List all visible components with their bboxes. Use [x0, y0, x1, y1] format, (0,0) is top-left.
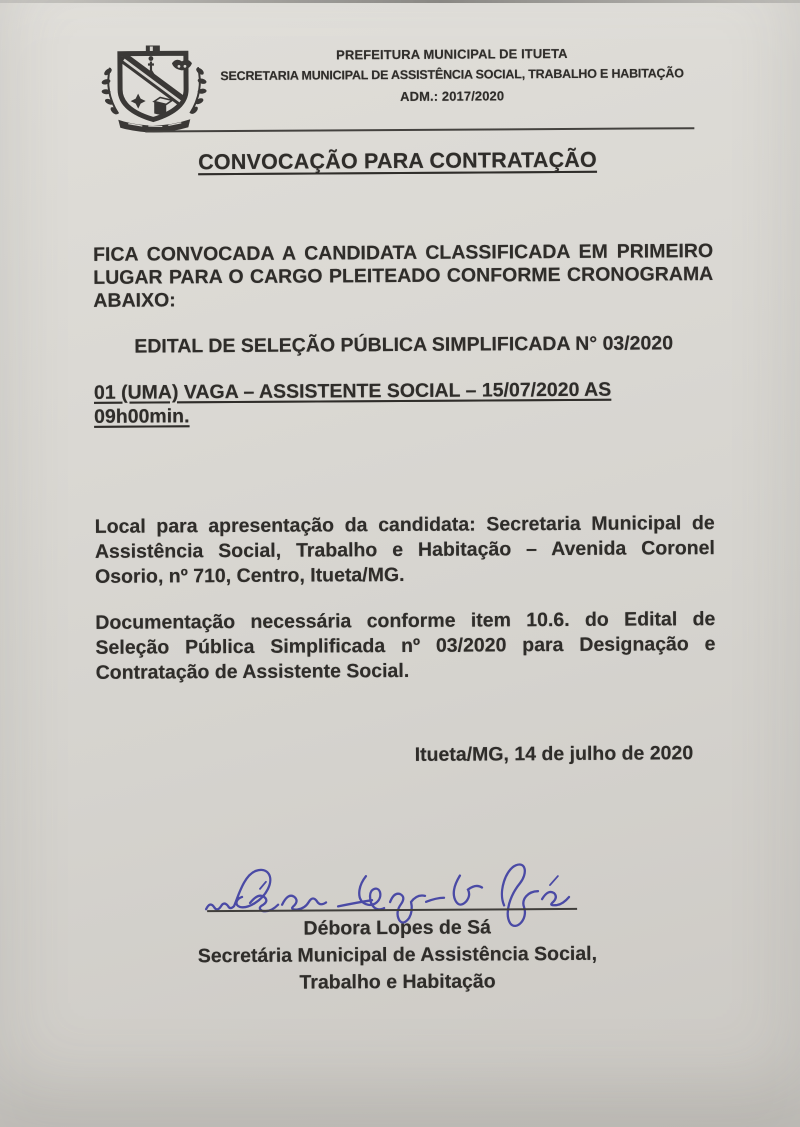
location-paragraph: Local para apresentação da candidata: Secretaria Municipal de Assistência Social, Trabalho e Habitação – Avenida Coronel Osorio, nº 710, Centro, Itueta/MG. — [94, 512, 715, 588]
documentation-paragraph: Documentação necessária conforme item 10.6. do Edital de Seleção Pública Simplificada nº 03/2020 para Designação e Contratação de Assistente Social. — [95, 608, 716, 684]
header — [182, 42, 722, 108]
header-rule — [145, 127, 694, 132]
header-adm-line: ADM.: 2017/2020 — [400, 88, 505, 104]
signatory-name: Débora Lopes de Sá — [303, 916, 492, 940]
document-title: CONVOCAÇÃO PARA CONTRATAÇÃO — [198, 147, 597, 175]
dateline: Itueta/MG, 14 de julho de 2020 — [414, 742, 694, 766]
signature-block — [102, 913, 692, 998]
vacancy-line: 01 (UMA) VAGA – ASSISTENTE SOCIAL – 15/07/2020 AS 09h00min. — [93, 378, 612, 428]
intro-paragraph: FICA CONVOCADA A CANDIDATA CLASSIFICADA EM PRIMEIRO LUGAR PARA O CARGO PLEITEADO CONFORME CRONOGRAMA ABAIXO: — [93, 240, 714, 312]
header-org-line: PREFEITURA MUNICIPAL DE ITUETA — [336, 45, 568, 63]
signatory-role-line2: Trabalho e Habitação — [299, 970, 496, 994]
header-dept-line: SECRETARIA MUNICIPAL DE ASSISTÊNCIA SOCIAL, TRABALHO E HABITAÇÃO — [220, 66, 684, 84]
signatory-role-line1: Secretária Municipal de Assistência Social, — [197, 942, 598, 968]
edital-line: EDITAL DE SELEÇÃO PÚBLICA SIMPLIFICADA N° 03/2020 — [134, 332, 674, 358]
